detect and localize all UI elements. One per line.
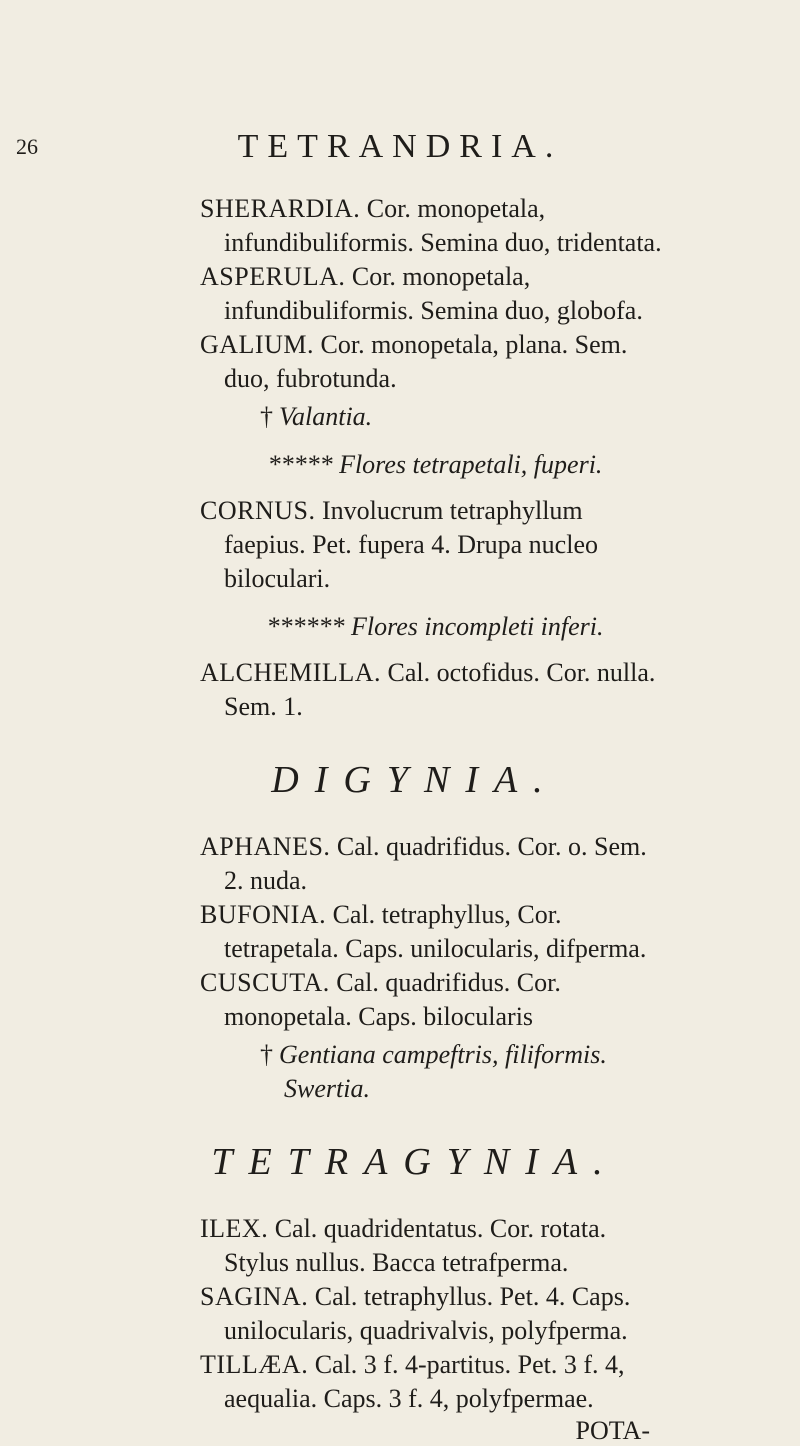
genus-description: Cor. monopetala, plana. Sem. duo, fubrotunda.	[224, 330, 628, 393]
genus-entry	[200, 656, 670, 724]
genus-entry	[200, 192, 670, 260]
catchword: POTA-	[575, 1416, 650, 1445]
genus-description: Cal. octofidus. Cor. nulla. Sem. 1.	[224, 658, 656, 721]
genus-name: APHANES.	[200, 832, 331, 861]
genus-description: Cal. quadridentatus. Cor. rotata. Stylus nullus. Bacca tetrafperma.	[224, 1214, 607, 1277]
genus-entry	[200, 1212, 670, 1280]
genus-name: CORNUS.	[200, 496, 316, 525]
genus-entry	[200, 898, 670, 966]
genus-entry	[200, 1348, 670, 1416]
subsection-heading: ****** Flores incompleti inferi.	[266, 612, 604, 641]
entries-group-1	[200, 192, 670, 396]
cross-reference-note	[200, 1038, 670, 1106]
text-body	[200, 192, 670, 1446]
genus-description: Cor. monopetala, infundibuliformis. Semina duo, globofa.	[224, 262, 643, 325]
note-text: Gentiana campeftris, filiformis.	[279, 1040, 607, 1069]
genus-description: Cal. quadrifidus. Cor. monopetala. Caps. bilocularis	[224, 968, 561, 1031]
order-heading-digynia: DIGYNIA.	[271, 759, 559, 801]
genus-description: Cal. tetraphyllus, Cor. tetrapetala. Caps. unilocularis, difperma.	[224, 900, 647, 963]
page-number: 26	[16, 134, 38, 159]
genus-name: CUSCUTA.	[200, 968, 330, 997]
genus-entry	[200, 260, 670, 328]
genus-description: Cal. quadrifidus. Cor. o. Sem. 2. nuda.	[224, 832, 647, 895]
genus-name: GALIUM.	[200, 330, 314, 359]
order-heading-tetragynia: TETRAGYNIA.	[211, 1141, 619, 1183]
genus-entry	[200, 830, 670, 898]
genus-entry	[200, 328, 670, 396]
dagger-mark: †	[260, 402, 273, 431]
genus-entry	[200, 1280, 670, 1348]
genus-name: ILEX.	[200, 1214, 269, 1243]
genus-name: SAGINA.	[200, 1282, 309, 1311]
genus-description: Cor. monopetala, infundibuliformis. Semina duo, tridentata.	[224, 194, 662, 257]
genus-description: Involucrum tetraphyllum faepius. Pet. fupera 4. Drupa nucleo biloculari.	[224, 496, 598, 593]
genus-name: ASPERULA.	[200, 262, 346, 291]
note-text: Valantia.	[279, 402, 373, 431]
genus-entry	[200, 966, 670, 1034]
subsection-heading: ***** Flores tetrapetali, fuperi.	[267, 450, 603, 479]
genus-name: SHERARDIA.	[200, 194, 361, 223]
genus-name: ALCHEMILLA.	[200, 658, 381, 687]
genus-description: Cal. 3 f. 4-partitus. Pet. 3 f. 4, aequalia. Caps. 3 f. 4, polyfpermae.	[224, 1350, 625, 1413]
genus-description: Cal. tetraphyllus. Pet. 4. Caps. unilocularis, quadrivalvis, polyfperma.	[224, 1282, 631, 1345]
genus-name: BUFONIA.	[200, 900, 327, 929]
genus-entry	[200, 494, 670, 596]
genus-name: TILLÆA.	[200, 1350, 309, 1379]
note-text: Swertia.	[284, 1074, 370, 1103]
cross-reference-note	[200, 400, 670, 434]
dagger-mark: †	[260, 1040, 273, 1069]
running-title: TETRANDRIA.	[237, 128, 563, 165]
page-header	[0, 128, 800, 168]
